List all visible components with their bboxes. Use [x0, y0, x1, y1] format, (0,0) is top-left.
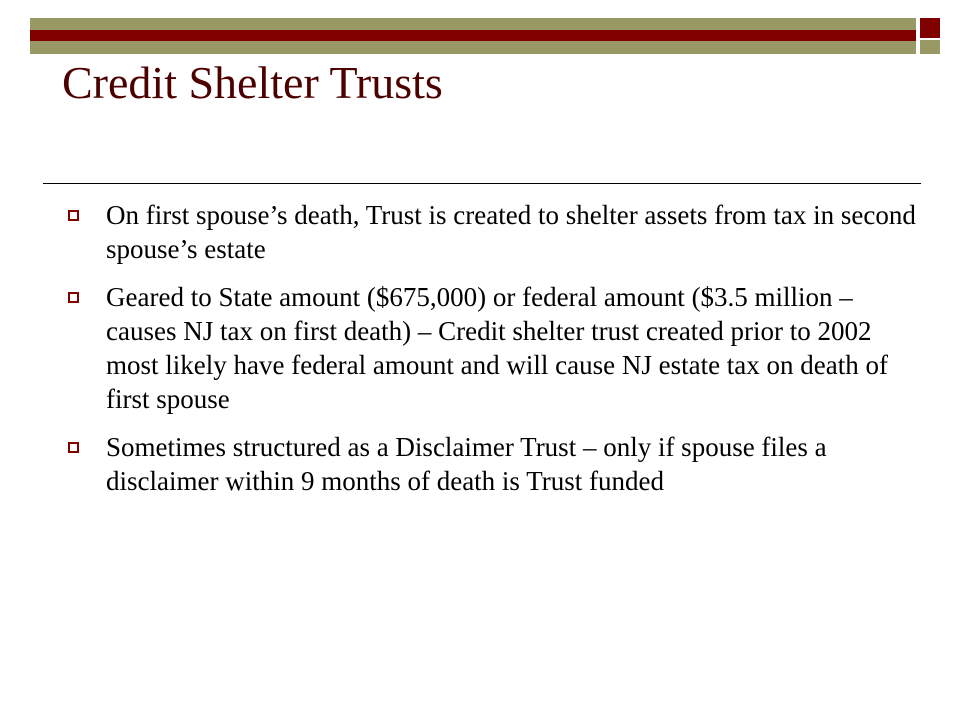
slide-title: Credit Shelter Trusts: [62, 57, 443, 108]
header-accent-stripe: [30, 30, 916, 41]
header-corner-block-lower: [920, 40, 940, 54]
bullet-list: [62, 198, 922, 512]
bullet-text: On first spouse’s death, Trust is created to shelter assets from tax in second spouse’s estate: [106, 200, 916, 264]
hollow-square-bullet-icon: [68, 442, 79, 453]
hollow-square-bullet-icon: [68, 210, 79, 221]
title-divider: [43, 183, 921, 184]
bullet-item: [62, 280, 922, 416]
bullet-text: Sometimes structured as a Disclaimer Trust – only if spouse files a disclaimer within 9 months of death is Trust funded: [106, 432, 827, 496]
bullet-item: [62, 430, 922, 498]
hollow-square-bullet-icon: [68, 292, 79, 303]
header-corner-block: [920, 18, 940, 38]
bullet-text: Geared to State amount ($675,000) or federal amount ($3.5 million – causes NJ tax on first death) – Credit shelter trust created prior to 2002 most likely have federal amount and will cause NJ estate tax on death of first spouse: [106, 282, 888, 414]
bullet-item: [62, 198, 922, 266]
